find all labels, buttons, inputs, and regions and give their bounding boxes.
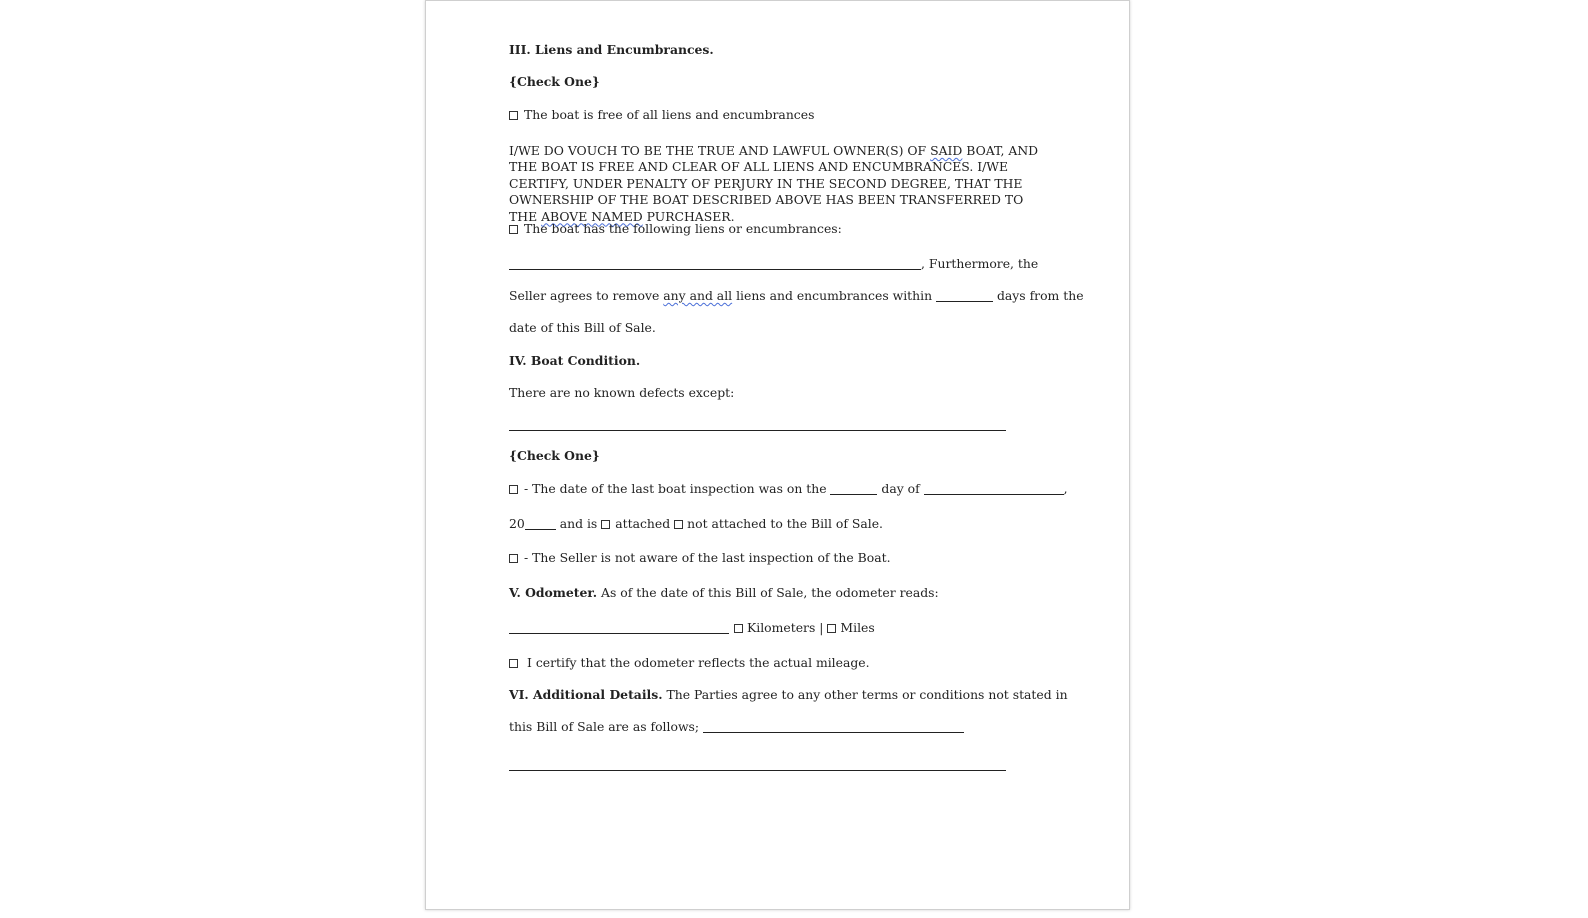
year-prefix: 20 [509,516,525,531]
certify-label: I certify that the odometer reflects the actual mileage. [527,655,870,670]
attached-label: attached [615,516,671,531]
has-liens-option [509,221,842,237]
kilometers-checkbox[interactable] [734,624,743,633]
seller-agrees-text-1: Seller agrees to remove [509,288,664,303]
not-attached-checkbox[interactable] [674,520,683,529]
seller-agrees-text-2: liens and encumbrances within [732,288,937,303]
liens-description-field[interactable] [509,257,921,270]
seller-agrees-any-and-all: any and all [663,288,733,303]
vouch-paragraph [509,143,1049,225]
and-is-text: and is [555,516,602,531]
free-of-liens-option [509,107,814,123]
seller-agrees-text-3: days from the [993,288,1084,303]
inspection-text-3: , [1063,481,1068,496]
vouch-above-named: ABOVE NAMED [541,208,643,224]
liens-blank-line [509,256,1038,272]
additional-details-text: The Parties agree to any other terms or conditions not stated in [662,687,1068,702]
certify-checkbox[interactable] [509,659,518,668]
days-field[interactable] [936,289,993,302]
has-liens-checkbox[interactable] [509,225,518,234]
kilometers-label: Kilometers [747,620,816,635]
vouch-text-2: BOAT, AND THE BOAT IS FREE AND CLEAR OF ALL LIENS AND ENCUMBRANCES. I/WE CERTIFY, UNDER PENALTY OF PERJURY IN THE SECOND DEGREE, THAT THE OWNERSHIP OF THE BOAT DESCRIBED ABOVE HAS BEEN TRANSFERRED TO THE [509,143,1039,224]
as-follows-line [509,719,964,735]
inspection-year-line [509,516,883,532]
section-6-heading: VI. Additional Details. [509,687,663,702]
furthermore-text: , Furthermore, the [921,256,1039,271]
unit-separator: | [819,620,824,635]
not-aware-checkbox[interactable] [509,554,518,563]
odometer-text: As of the date of this Bill of Sale, the odometer reads: [597,585,939,600]
check-one-label-2: {Check One} [509,448,600,463]
inspection-year-field[interactable] [525,517,556,530]
free-of-liens-checkbox[interactable] [509,111,518,120]
inspection-date-checkbox[interactable] [509,485,518,494]
inspection-text-1: - The date of the last boat inspection was on the [524,481,831,496]
has-liens-label: The boat has the following liens or encumbrances: [524,221,842,236]
additional-details-line [509,687,1068,703]
additional-details-field-2[interactable] [509,770,1006,771]
date-of-bill-text: date of this Bill of Sale. [509,320,656,335]
certify-option [509,655,870,671]
inspection-day-field[interactable] [830,482,877,495]
vouch-text-3: PURCHASER. [642,208,735,224]
vouch-text-1: I/WE DO VOUCH TO BE THE TRUE AND LAWFUL OWNER(S) OF [509,143,931,158]
vouch-said: SAID [930,143,963,158]
miles-checkbox[interactable] [827,624,836,633]
odometer-reading-field[interactable] [509,621,729,634]
not-attached-label: not attached to the Bill of Sale. [687,516,883,531]
inspection-month-field[interactable] [924,482,1064,495]
not-aware-label: - The Seller is not aware of the last inspection of the Boat. [524,550,891,565]
odometer-reading-line [509,620,875,636]
defects-text: There are no known defects except: [509,385,735,400]
as-follows-text: this Bill of Sale are as follows; [509,719,704,734]
not-aware-option [509,550,891,566]
free-of-liens-label: The boat is free of all liens and encumbrances [524,107,815,122]
miles-label: Miles [840,620,875,635]
seller-agrees-line [509,288,1084,304]
attached-checkbox[interactable] [601,520,610,529]
section-4-heading: IV. Boat Condition. [509,353,641,368]
additional-details-field-1[interactable] [703,720,964,733]
inspection-date-option [509,481,1068,497]
section-3-heading: III. Liens and Encumbrances. [509,42,714,57]
inspection-text-2: day of [877,481,924,496]
section-5-heading: V. Odometer. [509,585,598,600]
defects-field[interactable] [509,430,1006,431]
check-one-label-1: {Check One} [509,74,600,89]
odometer-line [509,585,939,601]
